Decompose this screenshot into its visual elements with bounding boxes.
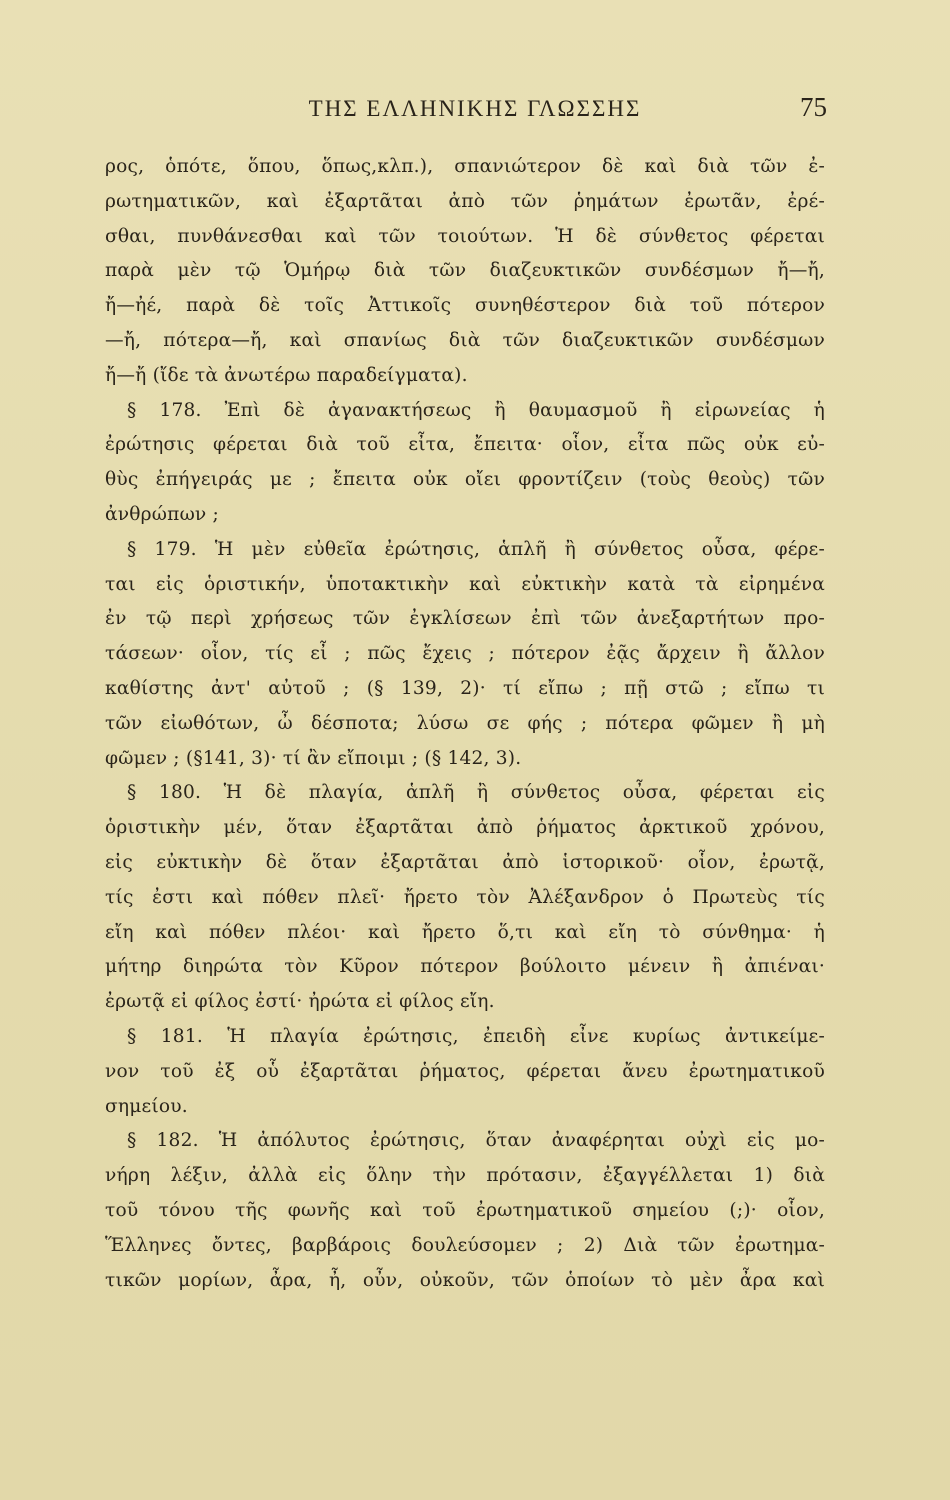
body-text	[105, 150, 825, 1298]
text-line: εἴη καὶ πόθεν πλέοι· καὶ ἤρετο ὅ,τι καὶ εἴη τὸ σύνθημα· ἡ	[105, 921, 825, 943]
paragraph-181-start: § 181. Ἡ πλαγία ἐρώτησις, ἐπειδὴ εἶνε κυρίως ἀντικείμε-	[127, 1025, 825, 1047]
text-line: τίς ἐστι καὶ πόθεν πλεῖ· ἤρετο τὸν Ἀλέξανδρον ὁ Πρωτεὺς τίς	[105, 886, 825, 908]
text-line: θὺς ἐπήγειράς με ; ἔπειτα οὐκ οἴει φροντίζειν (τοὺς θεοὺς) τῶν	[105, 469, 825, 491]
paragraph-178-start: § 178. Ἐπὶ δὲ ἀγανακτήσεως ἢ θαυμασμοῦ ἢ εἰρωνείας ἡ	[127, 399, 825, 421]
text-line: τοῦ τόνου τῆς φωνῆς καὶ τοῦ ἐρωτηματικοῦ σημείου (;)· οἷον,	[105, 1199, 825, 1221]
text-line: Ἕλληνες ὄντες, βαρβάροις δουλεύσομεν ; 2) Διὰ τῶν ἐρωτημα-	[105, 1234, 825, 1256]
running-head: ΤΗΣ ΕΛΛΗΝΙΚΗΣ ΓΛΩΣΣΗΣ	[308, 96, 642, 121]
text-line: τικῶν μορίων, ἆρα, ἦ, οὖν, οὐκοῦν, τῶν ὁποίων τὸ μὲν ἆρα καὶ	[105, 1269, 825, 1291]
page-header	[0, 92, 950, 132]
text-line: νήρη λέξιν, ἀλλὰ εἰς ὅλην τὴν πρότασιν, ἐξαγγέλλεται 1) διὰ	[105, 1165, 825, 1187]
text-line: ρωτηματικῶν, καὶ ἐξαρτᾶται ἀπὸ τῶν ῥημάτων ἐρωτᾶν, ἐρέ-	[105, 190, 825, 212]
text-line: ἐν τῷ περὶ χρήσεως τῶν ἐγκλίσεων ἐπὶ τῶν ἀνεξαρτήτων προ-	[105, 608, 825, 630]
text-line: παρὰ μὲν τῷ Ὁμήρῳ διὰ τῶν διαζευκτικῶν συνδέσμων ἤ—ἤ,	[105, 260, 825, 282]
text-line: φῶμεν ; (§141, 3)· τί ἂν εἴποιμι ; (§ 142, 3).	[105, 747, 522, 769]
paragraph-182-start: § 182. Ἡ ἀπόλυτος ἐρώτησις, ὅταν ἀναφέρηται οὐχὶ εἰς μο-	[127, 1130, 825, 1152]
text-line: εἰς εὐκτικὴν δὲ ὅταν ἐξαρτᾶται ἀπὸ ἱστορικοῦ· οἷον, ἐρωτᾷ,	[105, 851, 825, 873]
text-line: τάσεων· οἷον, τίς εἶ ; πῶς ἔχεις ; πότερον ἐᾷς ἄρχειν ἢ ἄλλον	[105, 643, 825, 665]
text-line: ὁριστικὴν μέν, ὅταν ἐξαρτᾶται ἀπὸ ῥήματος ἀρκτικοῦ χρόνου,	[105, 817, 825, 839]
text-line: ἐρωτᾷ εἰ φίλος ἐστί· ἠρώτα εἰ φίλος εἴη.	[105, 991, 495, 1013]
text-line: ἐρώτησις φέρεται διὰ τοῦ εἶτα, ἔπειτα· οἷον, εἶτα πῶς οὐκ εὐ-	[105, 434, 825, 456]
text-line: καθίστης ἀντ' αὐτοῦ ; (§ 139, 2)· τί εἴπω ; πῇ στῶ ; εἴπω τι	[105, 677, 825, 699]
paragraph-180-start: § 180. Ἡ δὲ πλαγία, ἁπλῆ ἢ σύνθετος οὖσα, φέρεται εἰς	[127, 782, 825, 804]
text-line: σημείου.	[105, 1095, 188, 1117]
text-line: ρος, ὁπότε, ὅπου, ὅπως,κλπ.), σπανιώτερον δὲ καὶ διὰ τῶν ἐ-	[105, 156, 825, 177]
text-line: ται εἰς ὁριστικήν, ὑποτακτικὴν καὶ εὐκτικὴν κατὰ τὰ εἰρημένα	[105, 573, 825, 595]
text-line: ἀνθρώπων ;	[105, 503, 220, 525]
text-line: μήτηρ διηρώτα τὸν Κῦρον πότερον βούλοιτο μένειν ἢ ἀπιέναι·	[105, 956, 825, 978]
text-line: σθαι, πυνθάνεσθαι καὶ τῶν τοιούτων. Ἡ δὲ σύνθετος φέρεται	[105, 225, 825, 247]
text-line: νον τοῦ ἐξ οὗ ἐξαρτᾶται ῥήματος, φέρεται ἄνευ ἐρωτηματικοῦ	[105, 1060, 825, 1082]
text-line: —ἤ, πότερα—ἤ, καὶ σπανίως διὰ τῶν διαζευκτικῶν συνδέσμων	[105, 329, 825, 351]
text-line: ἤ—ἠέ, παρὰ δὲ τοῖς Ἀττικοῖς συνηθέστερον διὰ τοῦ πότερον	[105, 295, 825, 317]
page-number: 75	[800, 92, 827, 122]
text-line: τῶν εἰωθότων, ὦ δέσποτα; λύσω σε φής ; πότερα φῶμεν ἢ μὴ	[105, 712, 825, 734]
text-line: ἤ—ἤ (ἴδε τὰ ἀνωτέρω παραδείγματα).	[105, 364, 468, 386]
paragraph-179-start: § 179. Ἡ μὲν εὐθεῖα ἐρώτησις, ἁπλῆ ἢ σύνθετος οὖσα, φέρε-	[127, 538, 825, 560]
